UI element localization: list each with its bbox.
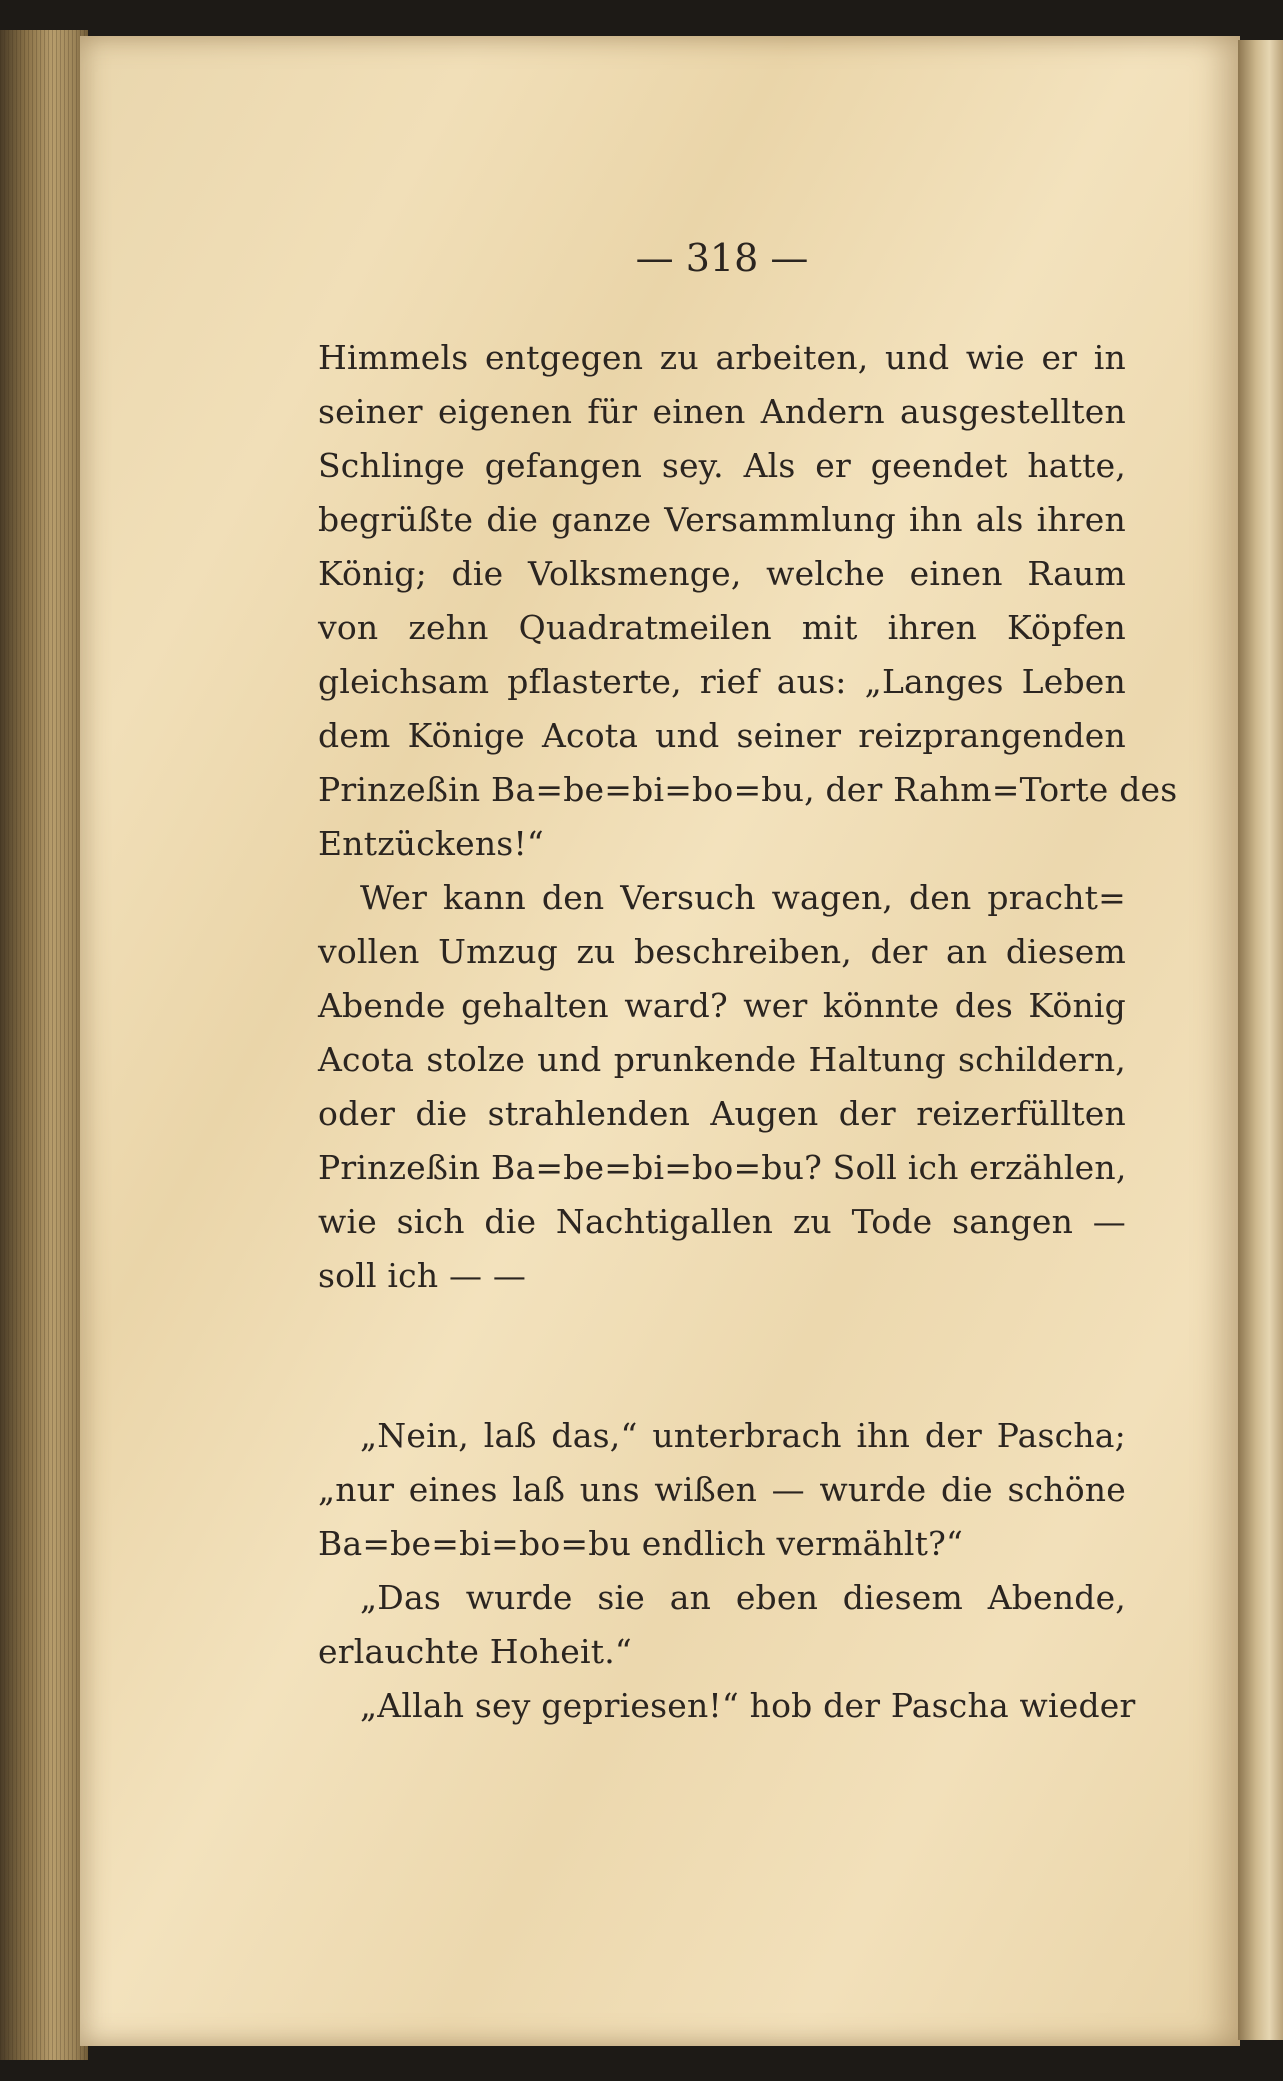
text-line: Himmels entgegen zu arbeiten, und wie er in: [318, 338, 1126, 377]
text-line: gleichsam pflasterte, rief aus: „Langes Leben: [318, 662, 1126, 701]
text-line: „Nein, laß das,“ unterbrach ihn der Pascha;: [360, 1416, 1126, 1455]
text-line: erlauchte Hoheit.“: [318, 1632, 633, 1671]
page-number: — 318 —: [635, 236, 809, 280]
text-line: „nur eines laß uns wißen — wurde die schöne: [318, 1470, 1126, 1509]
text-line: oder die strahlenden Augen der reizerfüllten: [318, 1094, 1126, 1133]
text-line: König; die Volksmenge, welche einen Raum: [318, 554, 1126, 593]
text-line: seiner eigenen für einen Andern ausgestellten: [318, 392, 1126, 431]
page-edge-right: [1238, 40, 1283, 2040]
text-line: Wer kann den Versuch wagen, den pracht=: [360, 878, 1126, 917]
text-line: begrüßte die ganze Versammlung ihn als ihren: [318, 500, 1126, 539]
text-line: wie sich die Nachtigallen zu Tode sangen —: [318, 1202, 1126, 1241]
page-edge-left: [0, 30, 88, 2060]
text-line: Prinzeßin Ba=be=bi=bo=bu, der Rahm=Torte des: [318, 770, 1178, 809]
text-line: soll ich — —: [318, 1256, 527, 1295]
text-line: Entzückens!“: [318, 824, 544, 863]
text-line: Acota stolze und prunkende Haltung schildern,: [318, 1040, 1126, 1079]
text-line: Ba=be=bi=bo=bu endlich vermählt?“: [318, 1524, 964, 1563]
text-line: Schlinge gefangen sey. Als er geendet hatte,: [318, 446, 1126, 485]
text-line: dem Könige Acota und seiner reizprangenden: [318, 716, 1126, 755]
text-line: vollen Umzug zu beschreiben, der an diesem: [318, 932, 1126, 971]
text-line: „Allah sey gepriesen!“ hob der Pascha wieder: [360, 1686, 1136, 1725]
text-line: von zehn Quadratmeilen mit ihren Köpfen: [318, 608, 1126, 647]
text-line: „Das wurde sie an eben diesem Abende,: [360, 1578, 1126, 1617]
text-line: Abende gehalten ward? wer könnte des König: [318, 986, 1126, 1025]
text-line: Prinzeßin Ba=be=bi=bo=bu? Soll ich erzählen,: [318, 1148, 1127, 1187]
